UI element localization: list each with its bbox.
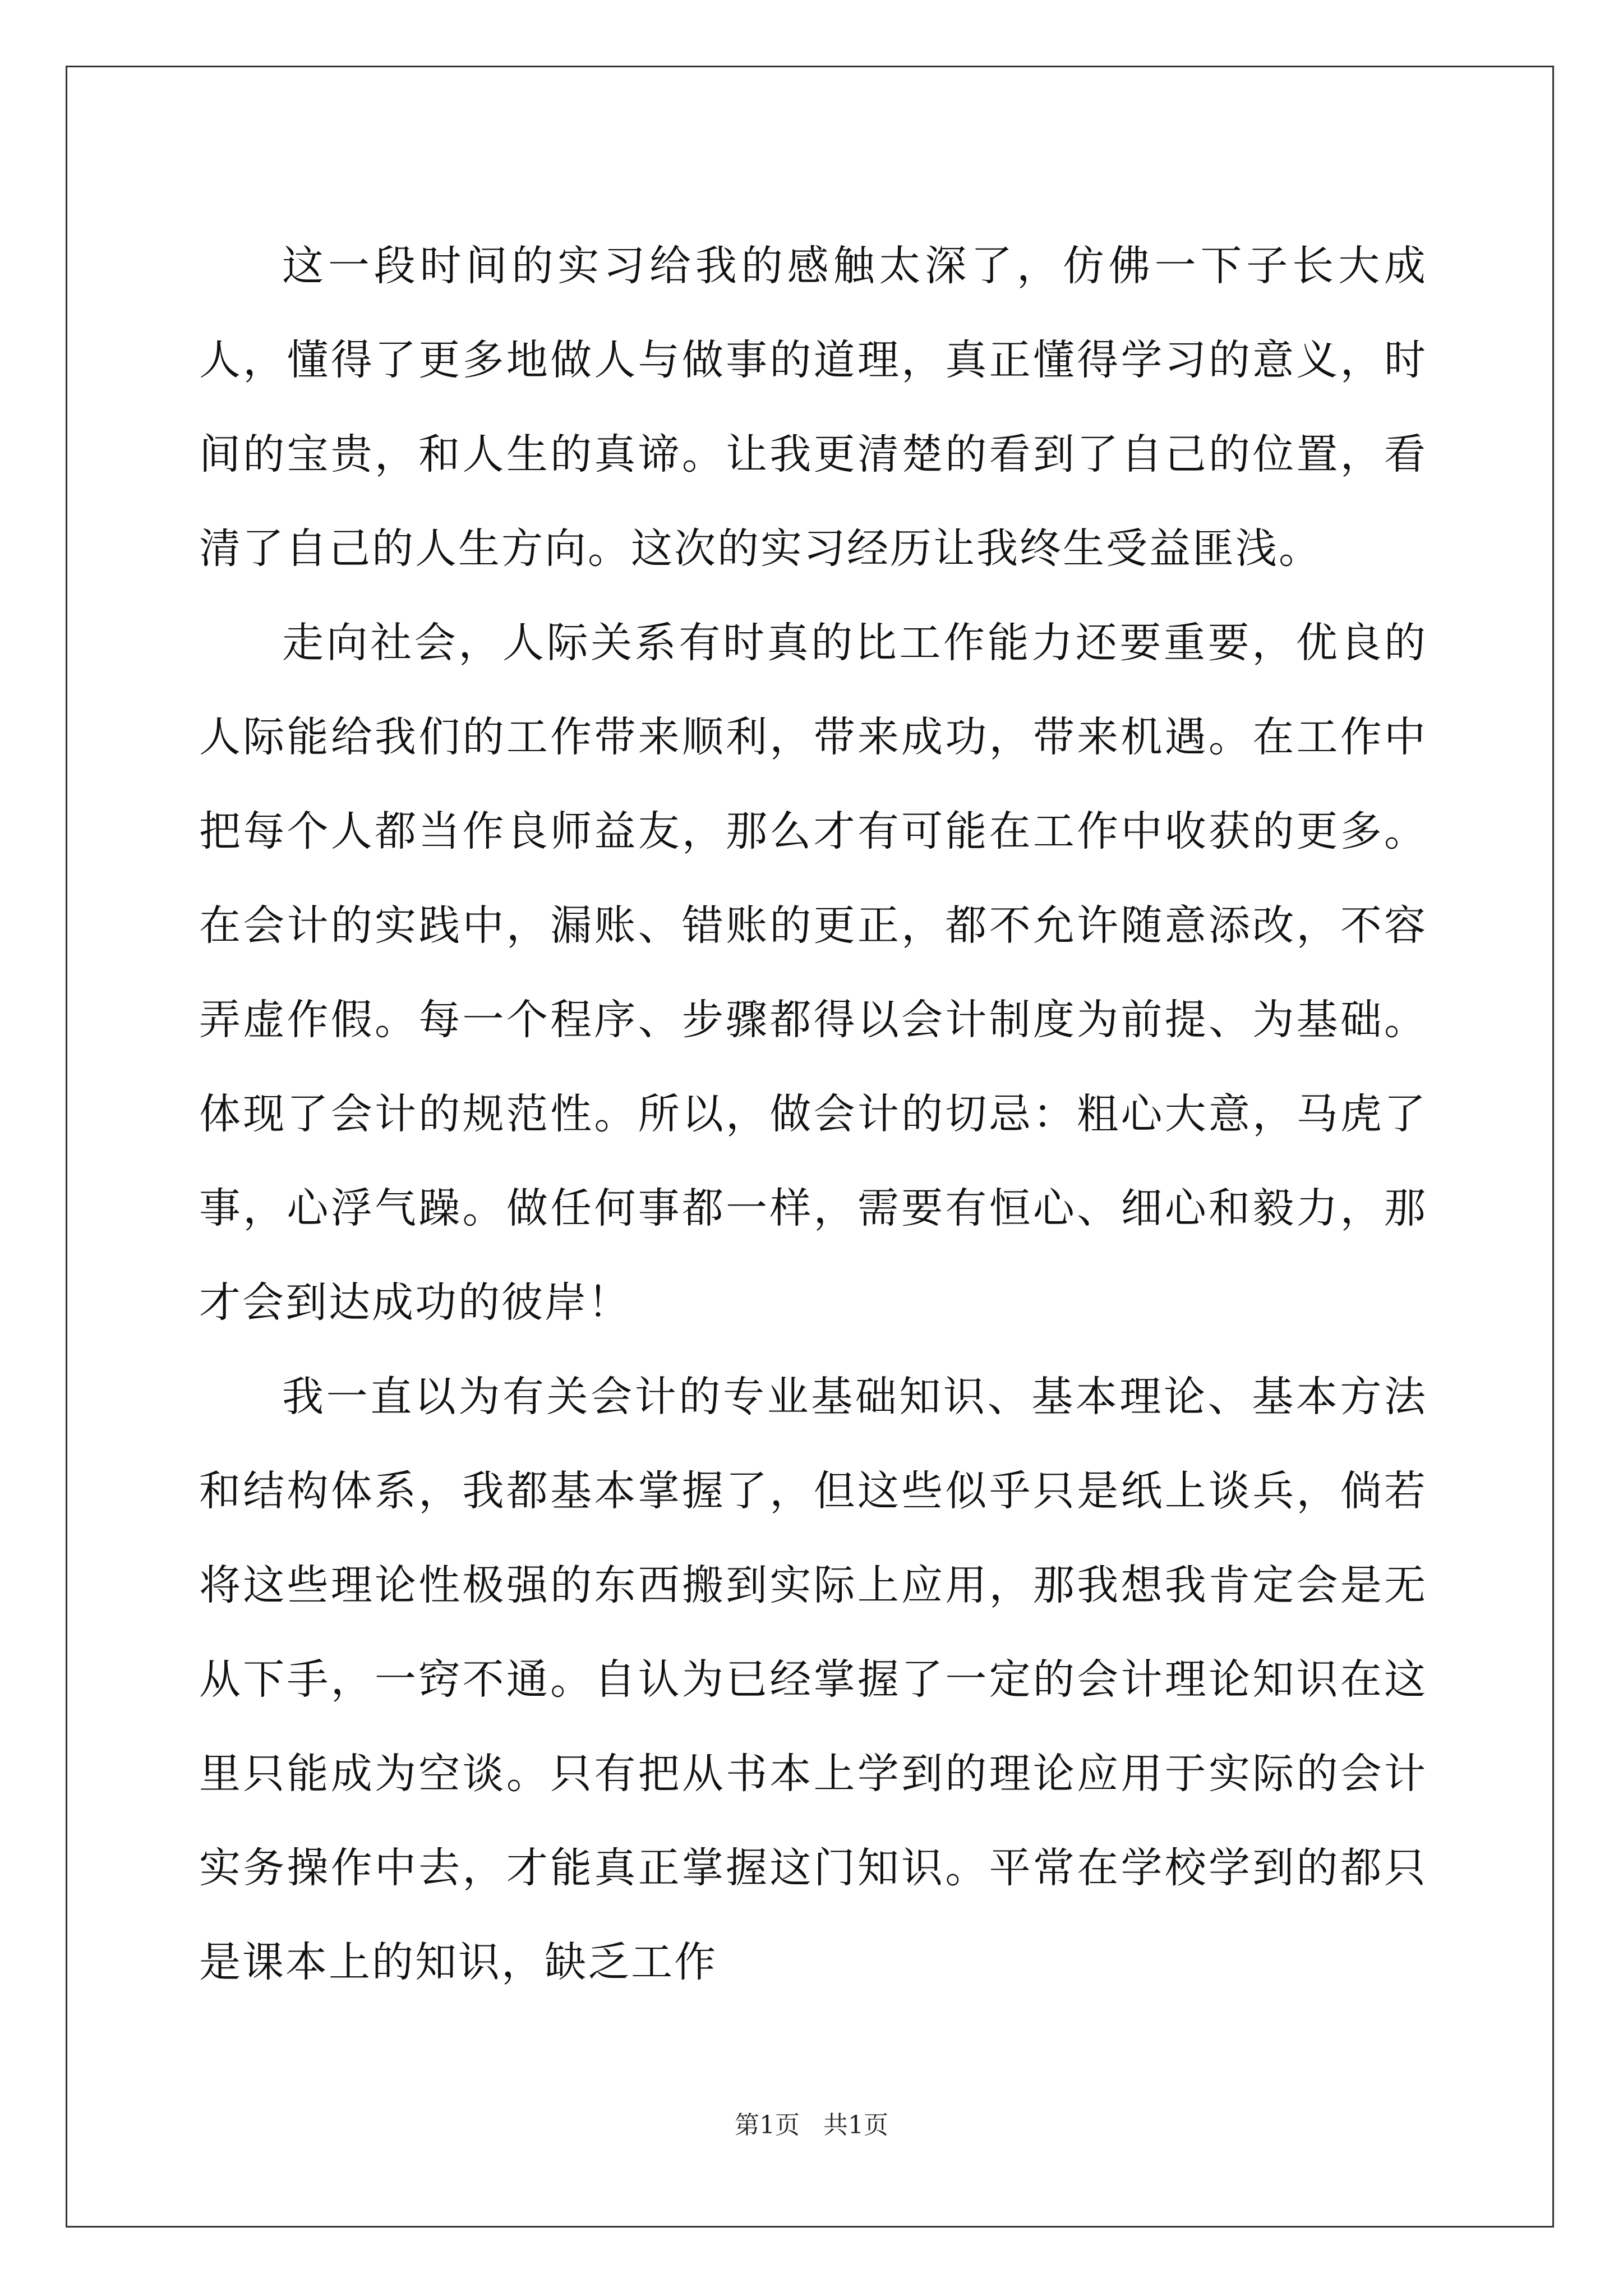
- page-footer: [0, 2105, 1623, 2141]
- page-number-current: 第1页: [735, 2111, 800, 2139]
- document-body: [199, 219, 1427, 2009]
- paragraph-1: 这一段时间的实习给我的感触太深了，仿佛一下子长大成人，懂得了更多地做人与做事的道理，真正懂得学习的意义，时间的宝贵，和人生的真谛。让我更清楚的看到了自己的位置，看清了自己的人生方向。这次的实习经历让我终生受益匪浅。: [199, 242, 1427, 573]
- paragraph-2: 走向社会，人际关系有时真的比工作能力还要重要，优良的人际能给我们的工作带来顺利，带来成功，带来机遇。在工作中把每个人都当作良师益友，那么才有可能在工作中收获的更多。在会计的实践中，漏账、错账的更正，都不允许随意添改，不容弄虚作假。每一个程序、步骤都得以会计制度为前提、为基础。体现了会计的规范性。所以，做会计的切忌：粗心大意，马虎了事，心浮气躁。做任何事都一样，需要有恒心、细心和毅力，那才会到达成功的彼岸！: [199, 619, 1427, 1327]
- page-number-total: 共1页: [823, 2111, 888, 2139]
- paragraph-3: 我一直以为有关会计的专业基础知识、基本理论、基本方法和结构体系，我都基本掌握了，但这些似乎只是纸上谈兵，倘若将这些理论性极强的东西搬到实际上应用，那我想我肯定会是无从下手，一窍不通。自认为已经掌握了一定的会计理论知识在这里只能成为空谈。只有把从书本上学到的理论应用于实际的会计实务操作中去，才能真正掌握这门知识。平常在学校学到的都只是课本上的知识，缺乏工作: [199, 1373, 1427, 1986]
